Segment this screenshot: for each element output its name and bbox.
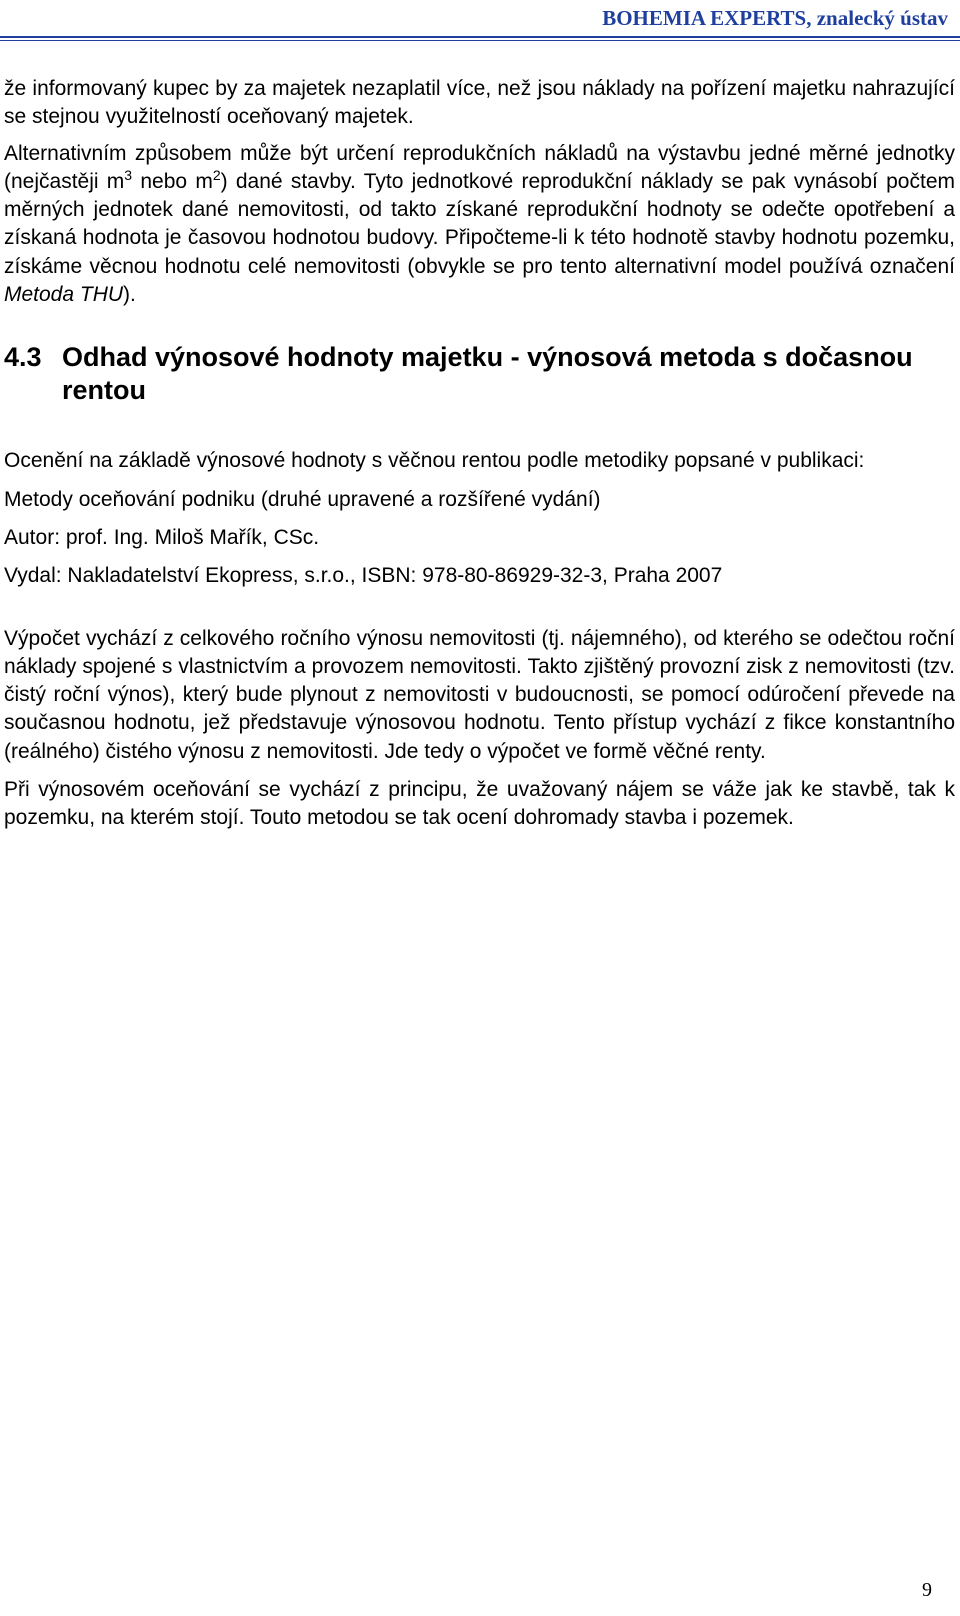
paragraph-methodology: Ocenění na základě výnosové hodnoty s věčnou rentou podle metodiky popsané v publikaci:	[4, 449, 865, 473]
paragraph-intro: že informovaný kupec by za majetek nezaplatil více, než jsou náklady na pořízení majetku nahrazující se stejnou využitelností oceňovaný majetek.	[4, 77, 955, 129]
literature-author: Autor: prof. Ing. Miloš Mařík, CSc.	[4, 525, 320, 549]
superscript: 2	[212, 166, 221, 183]
text-segment: ) dané stavby. Tyto jednotkové reprodukční náklady se pak vynásobí počtem měrných jednotek dané nemovitosti, od takto získané reprodukční hodnoty se odečte opotřebení a získaná hodnota je časovou hodnotou budovy. Připočteme-li k této hodnotě stavby hodnotu pozemku, získáme věcnou hodnotu celé nemovitosti (obvykle se pro tento alternativní model používá označení	[4, 169, 955, 278]
spacer	[4, 591, 955, 625]
text-segment: nebo m	[132, 169, 213, 193]
header-rule-thin	[0, 40, 960, 41]
text-segment: ).	[123, 283, 136, 307]
paragraph-calculation: Výpočet vychází z celkového ročního výnosu nemovitosti (tj. nájemného), od kterého se odečtou roční náklady spojené s vlastnictvím a provozem nemovitosti. Takto zjištěný provozní zisk z nemovitosti (tzv. čistý roční výnos), který bude plynout z nemovitosti v budoucnosti, se pomocí odúročení převede na současnou hodnotu, jež představuje výnosovou hodnotu. Tento přístup vychází z fikce konstantního (reálného) čistého výnosu z nemovitosti. Jde tedy o výpočet ve formě věčné renty.	[4, 626, 955, 763]
superscript: 3	[124, 166, 133, 183]
text-segment: Alternativním způsobem může být určení reprodukčních nákladů na výstavbu jedné měrné jednotky (nejčastěji m	[4, 141, 955, 193]
section-title: Odhad výnosové hodnoty majetku - výnosová metoda s dočasnou rentou	[62, 342, 913, 406]
section-number: 4.3	[4, 342, 42, 373]
header-rule	[0, 36, 960, 38]
document-body	[4, 75, 955, 833]
header-title: BOHEMIA EXPERTS, znalecký ústav	[602, 6, 948, 30]
paragraph-income-valuation: Při výnosovém oceňování se vychází z principu, že uvažovaný nájem se váže jak ke stavbě, tak k pozemku, na kterém stojí. Touto metodou se tak ocení dohromady stavba i pozemek.	[4, 778, 955, 830]
literature-title: Metody oceňování podniku (druhé upravené a rozšířené vydání)	[4, 487, 601, 511]
paragraph-alternative-method	[4, 140, 955, 310]
spacer	[4, 407, 955, 447]
italic-term: Metoda THU	[4, 283, 124, 307]
page-number: 9	[922, 1579, 932, 1601]
section-heading	[4, 341, 955, 407]
literature-publisher: Vydal: Nakladatelství Ekopress, s.r.o., ISBN: 978-80-86929-32-3, Praha 2007	[4, 564, 723, 588]
